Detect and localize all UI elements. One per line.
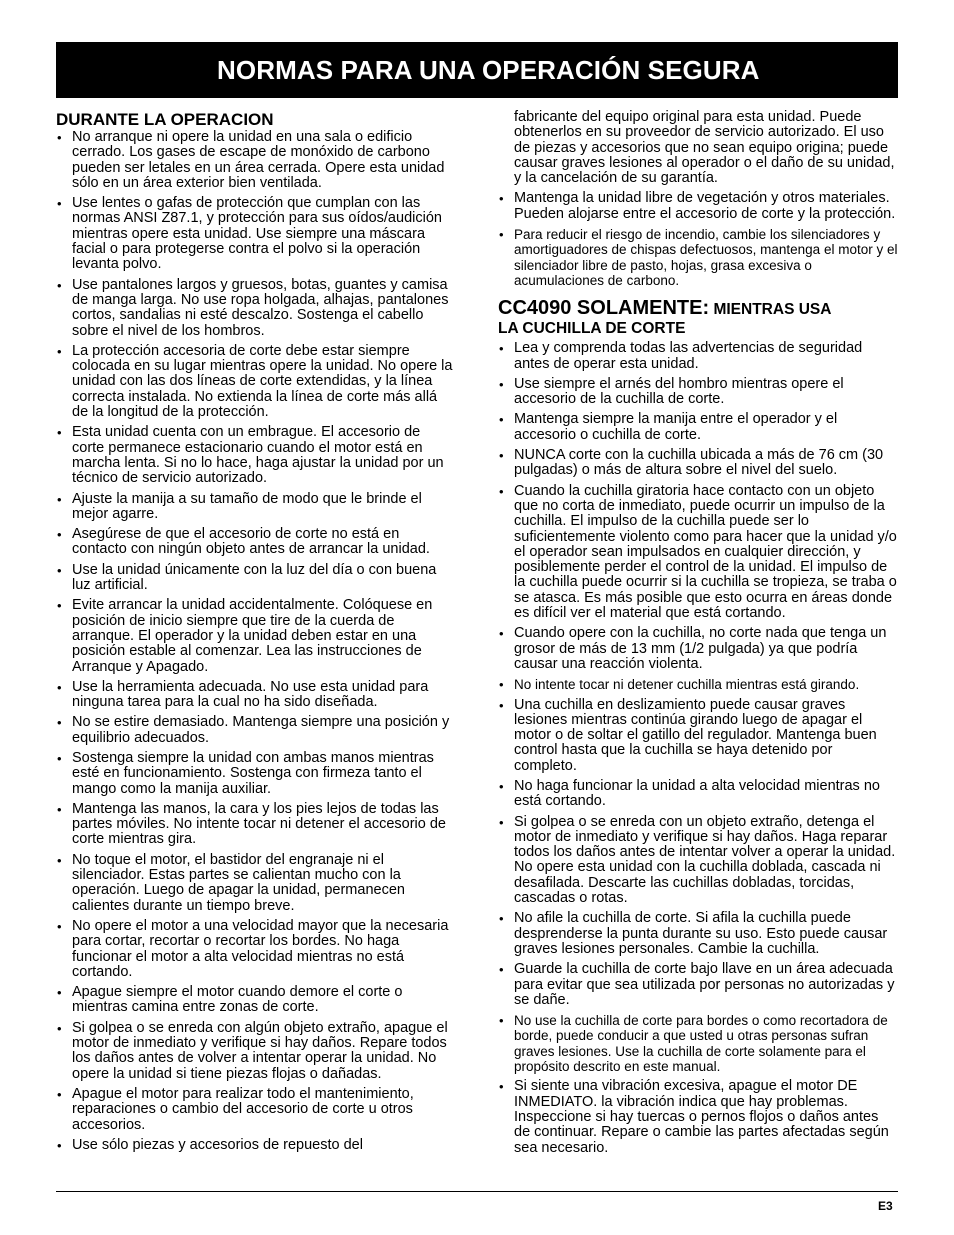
list-item: • Mantenga la unidad libre de vegetación y otros materiales. Pueden alojarse entre el accesorio de corte y la protección.	[498, 191, 898, 222]
list-item: • Guarde la cuchilla de corte bajo llave en un área adecuada para evitar que sea utilizada por personas no autorizadas y se dañe.	[498, 962, 898, 1008]
page-title: NORMAS PARA UNA OPERACIÓN SEGURA	[217, 55, 760, 85]
heading-suffix: MIENTRAS USA	[709, 301, 832, 319]
list-item: • Sostenga siempre la unidad con ambas manos mientras esté en funcionamiento. Sostenga con firmeza tanto el mango como la manija auxiliar.	[56, 751, 456, 797]
list-item: • No afile la cuchilla de corte. Si afila la cuchilla puede desprenderse la punta durante su uso. Esto puede causar graves lesiones personales. Cambie la cuchilla.	[498, 911, 898, 957]
list-item: • Apague el motor para realizar todo el mantenimiento, reparaciones o cambio del accesorio de corte u otros accesorios.	[56, 1087, 456, 1133]
page-number: E3	[878, 1199, 893, 1213]
list-item: • No toque el motor, el bastidor del engranaje ni el silenciador. Estas partes se calientan mucho con la operación. Luego de apagar la unidad, permanecen calientes durante un tiempo breve.	[56, 853, 456, 914]
left-column	[56, 110, 456, 1158]
list-item: • Evite arrancar la unidad accidentalmente. Colóquese en posición de inicio siempre que tire de la cuerda de arranque. El operador y la unidad deben estar en una posición estable al comenzar. Lea las instrucciones de Arranque y Apagado.	[56, 598, 456, 674]
list-item: • No haga funcionar la unidad a alta velocidad mientras no está cortando.	[498, 779, 898, 810]
continued-paragraph: fabricante del equipo original para esta unidad. Puede obtenerlos en su proveedor de servicio autorizado. El uso de piezas y accesorios que no sean equipo origina; puede causar graves lesiones al operador o el daño de su unidad, y la cancelación de su garantía.	[514, 109, 895, 187]
left-bullet-list	[56, 130, 456, 1153]
footer-divider	[56, 1191, 898, 1192]
list-item: • Cuando la cuchilla giratoria hace contacto con un objeto que no corta de inmediato, puede ocurrir un impulso de la cuchilla. El impulso de la cuchilla puede ser lo suficientemente violento como para hacer que la unidad y/o el operador sean impulsados en cualquier dirección, y posiblemente perder el control de la unidad. El impulso de la cuchilla puede ocurrir si la cuchilla se tropieza, se traba o se atasca. Es más posible que esto ocurra en áreas donde es difícil ver el material que está cortando.	[498, 484, 898, 622]
list-item: • Ajuste la manija a su tamaño de modo que le brinde el mejor agarre.	[56, 492, 456, 523]
list-item: • Si golpea o se enreda con un objeto extraño, detenga el motor de inmediato y verifique si hay daños. Haga reparar todos los daños antes de intentar volver a operar la unidad. No opere esta unidad con la cuchilla doblada, cascada ni desafilada. Descarte las cuchillas dobladas, torcidas, cascadas o rotas.	[498, 815, 898, 907]
list-item: • Apague siempre el motor cuando demore el corte o mientras camina entre zonas de corte.	[56, 985, 456, 1016]
list-item: • NUNCA corte con la cuchilla ubicada a más de 76 cm (30 pulgadas) o más de altura sobre el nivel del suelo.	[498, 448, 898, 479]
list-item: • Si siente una vibración excesiva, apague el motor DE INMEDIATO. la vibración indica que hay problemas. Inspeccione si hay tuercas o pernos flojos o daños antes de continuar. Repare o cambie las partes afectadas según sea necesario.	[498, 1079, 898, 1155]
list-item: • Use lentes o gafas de protección que cumplan con las normas ANSI Z87.1, y protección para sus oídos/audición mientras opere esta unidad. Use siempre una máscara facial o para protegerse contra el polvo si la operación levanta polvo.	[56, 196, 456, 272]
heading-line2: LA CUCHILLA DE CORTE	[498, 320, 686, 338]
section-heading-blade	[498, 298, 898, 337]
list-item: • Use siempre el arnés del hombro mientras opere el accesorio de la cuchilla de corte.	[498, 377, 898, 408]
list-item: • Esta unidad cuenta con un embrague. El accesorio de corte permanece estacionario cuando el motor está en marcha lenta. Si no lo hace, haga ajustar la unidad por un técnico de servicio autorizado.	[56, 425, 456, 486]
list-item: • La protección accesoria de corte debe estar siempre colocada en su lugar mientras opere la unidad. No opere la unidad con las dos líneas de corte extendidas, y la línea correcta instalada. No extienda la línea de corte más allá de la longitud de la protección.	[56, 344, 456, 420]
heading-model: CC4090 SOLAMENTE:	[498, 297, 710, 320]
list-item: • Mantenga las manos, la cara y los pies lejos de todas las partes móviles. No intente tocar ni detener el accesorio de corte mientras gira.	[56, 802, 456, 848]
list-item: • Mantenga siempre la manija entre el operador y el accesorio o cuchilla de corte.	[498, 412, 898, 443]
list-item: • No arranque ni opere la unidad en una sala o edificio cerrado. Los gases de escape de monóxido de carbono pueden ser letales en un área cerrada. Opere esta unidad sólo en un área exterior bien ventilada.	[56, 130, 456, 191]
list-item: • Asegúrese de que el accesorio de corte no está en contacto con ningún objeto antes de arrancar la unidad.	[56, 527, 456, 558]
list-item: • Use pantalones largos y gruesos, botas, guantes y camisa de manga larga. No use ropa holgada, alhajas, pantalones cortos, sandalias ni esté descalzo. Sostenga el cabello sobre el nivel de los hombros.	[56, 278, 456, 339]
list-item: • Use la unidad únicamente con la luz del día o con buena luz artificial.	[56, 563, 456, 594]
list-item: • Una cuchilla en deslizamiento puede causar graves lesiones mientras continúa girando luego de apagar el motor o de soltar el gatillo del regulador. Mantenga buen control hasta que la cuchilla se haya detenido por completo.	[498, 698, 898, 774]
list-item: • Use la herramienta adecuada. No use esta unidad para ninguna tarea para la cual no ha sido diseñada.	[56, 680, 456, 711]
list-item: • No opere el motor a una velocidad mayor que la necesaria para cortar, recortar o recortar los bordes. No haga funcionar el motor a alta velocidad mientras no está cortando.	[56, 919, 456, 980]
list-item: • Lea y comprenda todas las advertencias de seguridad antes de operar esta unidad.	[498, 341, 898, 372]
right-column	[498, 110, 898, 1161]
list-item: • Si golpea o se enreda con algún objeto extraño, apague el motor de inmediato y verifique si hay daños. Repare todos los daños antes de volver a intentar operar la unidad. No opere la unidad si tiene piezas flojas o dañadas.	[56, 1021, 456, 1082]
page-title-banner	[56, 42, 898, 98]
list-item: • Cuando opere con la cuchilla, no corte nada que tenga un grosor de más de 13 mm (1/2 pulgada) ya que podría causar una reacción violenta.	[498, 626, 898, 672]
right-top-bullet-list	[498, 191, 898, 288]
section-heading-during-operation: DURANTE LA OPERACION	[56, 110, 274, 129]
list-item: • No se estire demasiado. Mantenga siempre una posición y equilibrio adecuados.	[56, 715, 456, 746]
list-item: • No intente tocar ni detener cuchilla mientras está girando.	[498, 677, 898, 692]
list-item: • No use la cuchilla de corte para bordes o como recortadora de borde, puede conducir a que usted u otras personas sufran graves lesiones. Use la cuchilla de corte solamente para el propósito descrito en este manual.	[498, 1013, 898, 1074]
right-bullet-list	[498, 341, 898, 1156]
list-item: • Para reducir el riesgo de incendio, cambie los silenciadores y amortiguadores de chispas defectuosos, mantenga el motor y el silenciador libre de pasto, hojas, grasa excesiva o acumulaciones de carbono.	[498, 227, 898, 288]
list-item: • Use sólo piezas y accesorios de repuesto del	[56, 1138, 456, 1153]
